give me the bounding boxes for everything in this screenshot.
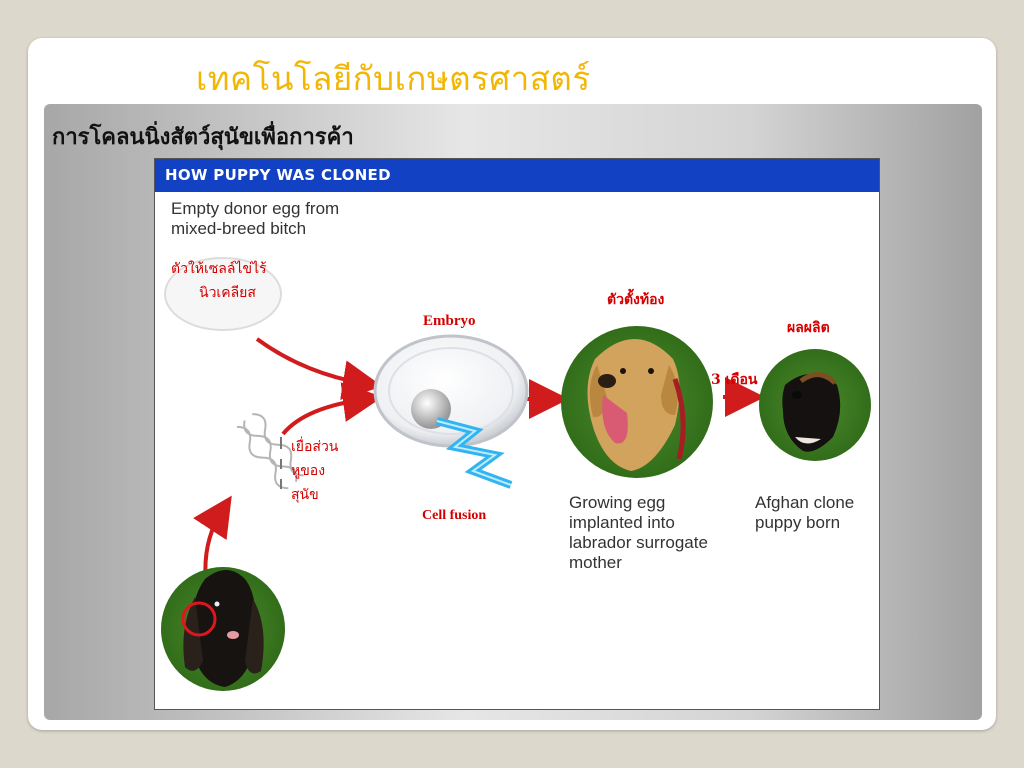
ear-tissue-thai-line3: สุนัข bbox=[291, 487, 319, 503]
afghan-puppy-photo bbox=[759, 349, 871, 461]
surrogate-caption-line2: implanted into bbox=[569, 513, 675, 532]
donor-egg-thai-line2: นิวเคลียส bbox=[199, 285, 256, 301]
labrador-photo bbox=[561, 326, 713, 478]
surrogate-caption-line1: Growing egg bbox=[569, 493, 666, 512]
donor-egg-caption-line2: mixed-breed bitch bbox=[171, 219, 307, 238]
surrogate-caption-line3: labrador surrogate bbox=[569, 533, 708, 552]
surrogate-caption-line4: mother bbox=[569, 553, 622, 572]
donor-egg-thai-label bbox=[171, 257, 267, 305]
arrow-dna-to-embryo bbox=[283, 399, 367, 434]
ear-tissue-thai-line2: หูของ bbox=[291, 463, 326, 479]
cell-fusion-label: Cell fusion bbox=[422, 508, 487, 523]
ear-tissue-thai-line1: เยื่อส่วน bbox=[291, 439, 339, 455]
donor-egg-thai-line1: ตัวให้เซลล์ไข่ไร้ bbox=[171, 261, 267, 277]
embryo-label: Embryo bbox=[423, 313, 476, 329]
surrogate-thai-label: ตัวตั้งท้อง bbox=[607, 292, 665, 308]
clone-caption-line2: puppy born bbox=[755, 513, 841, 532]
arrow-egg-to-embryo bbox=[257, 339, 367, 384]
ear-tissue-thai-label bbox=[291, 435, 338, 507]
afghan-hound-photo bbox=[161, 567, 285, 691]
cloning-figure bbox=[154, 158, 880, 710]
donor-egg-caption-line1: Empty donor egg from bbox=[171, 199, 340, 218]
clone-caption-line1: Afghan clone bbox=[755, 493, 855, 512]
ear-text-fragment bbox=[280, 437, 282, 489]
cloning-diagram bbox=[155, 159, 879, 709]
slide-subtitle: การโคลนนิ่งสัตว์สุนัขเพื่อการค้า bbox=[52, 124, 354, 150]
product-thai-label: ผลผลิต bbox=[787, 320, 830, 336]
surrogate-caption bbox=[569, 493, 708, 573]
months-label: 3 เดือน bbox=[711, 372, 758, 388]
clone-caption bbox=[755, 493, 854, 533]
figure-banner: HOW PUPPY WAS CLONED bbox=[155, 159, 879, 192]
slide-title: เทคโนโลยีกับเกษตรศาสตร์ bbox=[196, 59, 591, 98]
donor-egg-caption bbox=[171, 199, 339, 239]
embryo-egg-icon bbox=[375, 336, 527, 446]
